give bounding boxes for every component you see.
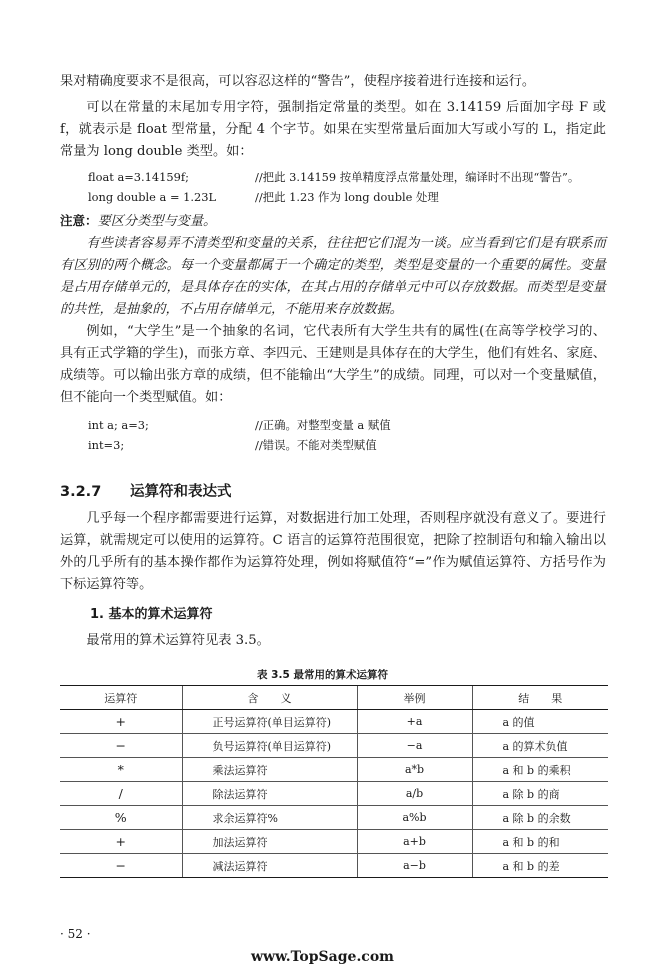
code-line: int=3; xyxy=(88,438,125,452)
meaning-cell: 减法运算符 xyxy=(182,854,357,878)
result-cell: a 的算术负值 xyxy=(472,734,608,758)
operator-cell: − xyxy=(60,734,182,758)
table-header-row xyxy=(60,686,608,710)
section-heading xyxy=(60,480,232,501)
note-block xyxy=(60,210,606,321)
table-row xyxy=(60,854,608,878)
example-cell: +a xyxy=(357,710,472,734)
example-cell: a+b xyxy=(357,830,472,854)
result-cell: a 除 b 的余数 xyxy=(472,806,608,830)
result-cell: a 和 b 的乘积 xyxy=(472,758,608,782)
meaning-cell: 正号运算符(单目运算符) xyxy=(182,710,357,734)
subsection-heading: 1. 基本的算术运算符 xyxy=(90,607,213,622)
operator-cell: / xyxy=(60,782,182,806)
paragraph-example xyxy=(60,321,606,409)
meaning-cell: 负号运算符(单目运算符) xyxy=(182,734,357,758)
paragraph-table-ref xyxy=(60,630,606,652)
paragraph-text: 例如，“大学生”是一个抽象的名词，它代表所有大学生共有的属性(在高等学校学习的、具有正式学籍的学生)，而张方章、李四元、王建则是具体存在的大学生，他们有姓名、家庭、成绩等。可以输出张方章的成绩，但不能输出“大学生”的成绩。同理，可以对一个变量赋值，但不能向一个类型赋值。如： xyxy=(60,324,606,405)
code-comment: //把此 1.23 作为 long double 处理 xyxy=(255,190,439,204)
example-cell: −a xyxy=(357,734,472,758)
paragraph-constant-suffix xyxy=(60,97,606,163)
operator-cell: + xyxy=(60,710,182,734)
table-row xyxy=(60,806,608,830)
column-header: 运算符 xyxy=(60,686,182,710)
column-header: 含 义 xyxy=(182,686,357,710)
page-number: · 52 · xyxy=(60,927,91,941)
section-title: 运算符和表达式 xyxy=(130,484,232,500)
paragraph-text: 最常用的算术运算符见表 3.5。 xyxy=(86,633,270,648)
paragraph-continuation xyxy=(60,71,606,93)
paragraph-text: 可以在常量的末尾加专用字符，强制指定常量的类型。如在 3.14159 后面加字母 F 或 f，就表示是 float 型常量，分配 4 个字节。如果在实型常量后面加大写或小写的 L，指定此常量为 long double 类型。如： xyxy=(60,100,606,159)
table-row xyxy=(60,782,608,806)
code-line: int a; a=3; xyxy=(88,418,149,432)
operator-cell: + xyxy=(60,830,182,854)
result-cell: a 除 b 的商 xyxy=(472,782,608,806)
note-label: 注意： xyxy=(60,213,98,228)
meaning-cell: 加法运算符 xyxy=(182,830,357,854)
website-footer: www.TopSage.com xyxy=(251,949,394,965)
table-row xyxy=(60,830,608,854)
column-header: 结 果 xyxy=(472,686,608,710)
result-cell: a 和 b 的差 xyxy=(472,854,608,878)
paragraph-operators-intro xyxy=(60,508,606,596)
meaning-cell: 乘法运算符 xyxy=(182,758,357,782)
meaning-cell: 除法运算符 xyxy=(182,782,357,806)
section-number: 3.2.7 xyxy=(60,484,102,500)
code-comment: //把此 3.14159 按单精度浮点常量处理，编译时不出现“警告”。 xyxy=(255,170,580,184)
note-body: 有些读者容易弄不清类型和变量的关系，往往把它们混为一谈。应当看到它们是有联系而有区别的两个概念。每一个变量都属于一个确定的类型，类型是变量的一个重要的属性。变量是占用存储单元的，是具体存在的实体，在其占用的存储单元中可以存放数据。而类型是变量的共性，是抽象的，不占用存储单元，不能用来存放数据。 xyxy=(60,236,606,317)
code-comment: //正确。对整型变量 a 赋值 xyxy=(255,418,391,432)
operator-cell: * xyxy=(60,758,182,782)
paragraph-text: 果对精确度要求不是很高，可以容忍这样的“警告”，使程序接着进行连接和运行。 xyxy=(60,74,536,89)
example-cell: a%b xyxy=(357,806,472,830)
operator-cell: − xyxy=(60,854,182,878)
example-cell: a*b xyxy=(357,758,472,782)
operators-table xyxy=(60,685,608,878)
table-row xyxy=(60,710,608,734)
table-caption: 表 3.5 最常用的算术运算符 xyxy=(257,669,388,681)
note-title: 要区分类型与变量。 xyxy=(97,214,217,229)
result-cell: a 和 b 的和 xyxy=(472,830,608,854)
table-row xyxy=(60,734,608,758)
paragraph-text: 几乎每一个程序都需要进行运算，对数据进行加工处理，否则程序就没有意义了。要进行运算，就需规定可以使用的运算符。C 语言的运算符范围很宽，把除了控制语句和输入输出以外的几乎所有的基本操作都作为运算符处理，例如将赋值符“=”作为赋值运算符、方括号作为下标运算符等。 xyxy=(60,511,606,592)
example-cell: a/b xyxy=(357,782,472,806)
column-header: 举例 xyxy=(357,686,472,710)
code-line: long double a = 1.23L xyxy=(88,190,217,204)
code-comment: //错误。不能对类型赋值 xyxy=(255,438,377,452)
table-row xyxy=(60,758,608,782)
code-line: float a=3.14159f; xyxy=(88,170,189,184)
meaning-cell: 求余运算符% xyxy=(182,806,357,830)
example-cell: a−b xyxy=(357,854,472,878)
operator-cell: % xyxy=(60,806,182,830)
result-cell: a 的值 xyxy=(472,710,608,734)
